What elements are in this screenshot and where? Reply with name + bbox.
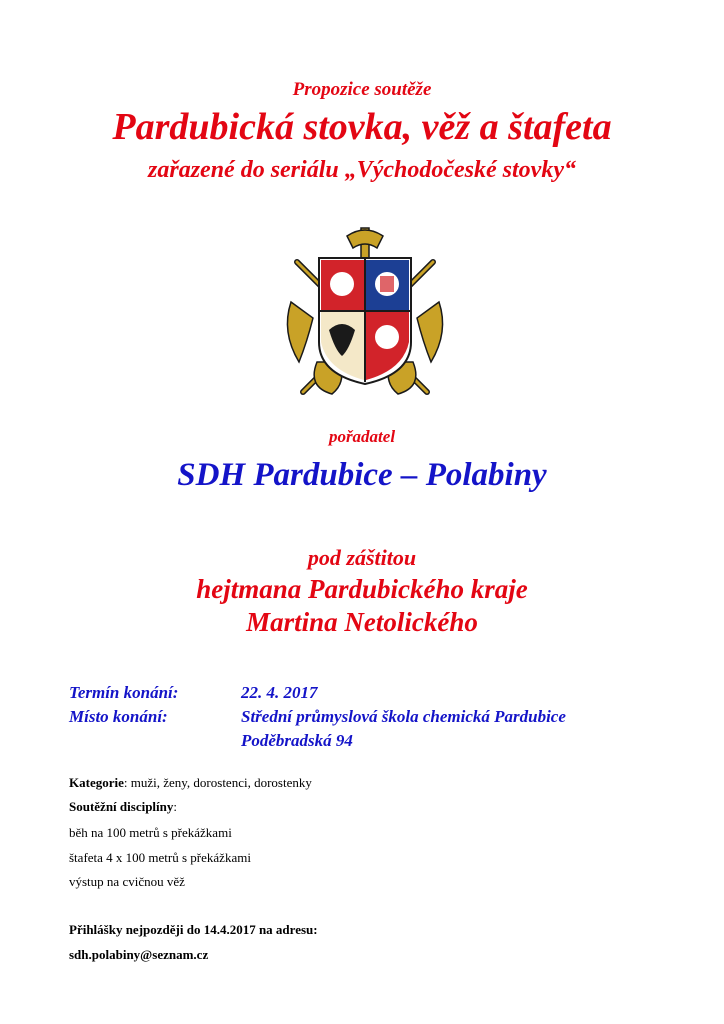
discipline-item: štafeta 4 x 100 metrů s překážkami	[69, 850, 251, 865]
place-row	[69, 707, 566, 727]
category-value: : muži, ženy, dorostenci, dorostenky	[123, 775, 312, 790]
discipline-item: běh na 100 metrů s překážkami	[69, 825, 232, 840]
patronage-label: pod záštitou	[307, 545, 417, 570]
disciplines-label: Soutěžní disciplíny	[69, 799, 174, 814]
email-address[interactable]: sdh.polabiny@seznam.cz	[69, 947, 209, 962]
date-row	[69, 683, 318, 703]
date-value: 22. 4. 2017	[241, 683, 318, 702]
document-title: Pardubická stovka, věž a štafeta	[112, 106, 612, 148]
organizer-name: SDH Pardubice – Polabiny	[177, 457, 547, 493]
category-line	[69, 775, 312, 791]
place-value: Střední průmyslová škola chemická Pardubice	[241, 707, 566, 726]
series-line: zařazené do seriálu „Východočeské stovky“	[148, 157, 576, 183]
place-address: Poděbradská 94	[241, 731, 353, 750]
patronage-line-2: Martina Netolického	[246, 607, 478, 637]
czech-firefighter-emblem-icon	[277, 222, 453, 400]
organizer-label: pořadatel	[328, 427, 396, 446]
discipline-item: výstup na cvičnou věž	[69, 874, 185, 889]
date-label: Termín konání:	[69, 683, 179, 702]
document-subtitle: Propozice soutěže	[292, 79, 432, 100]
registration-line: Přihlášky nejpozději do 14.4.2017 na adresu:	[69, 922, 318, 937]
patronage-line-1: hejtmana Pardubického kraje	[196, 574, 528, 604]
disciplines-heading: Soutěžní disciplíny:	[69, 799, 178, 814]
category-label: Kategorie	[69, 775, 124, 790]
place-label: Místo konání:	[69, 707, 168, 726]
